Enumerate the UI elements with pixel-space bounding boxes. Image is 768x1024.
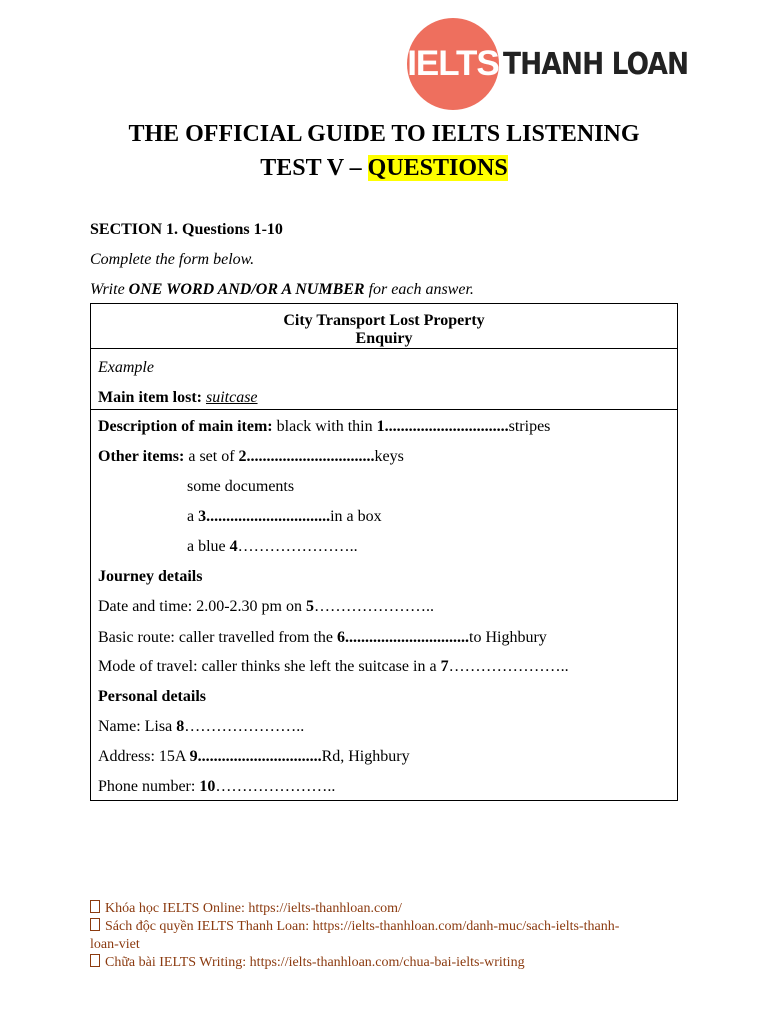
row-text-after: in a box — [330, 508, 382, 525]
answer-blank-4[interactable]: 4 — [229, 538, 238, 555]
section-heading: SECTION 1. Questions 1-10 — [90, 221, 283, 238]
row-label: Other items: — [98, 448, 185, 465]
form-row-route — [98, 628, 547, 648]
bullet-box-icon — [90, 918, 100, 931]
journey-details-heading: Journey details — [98, 568, 203, 585]
instruction-complete-form: Complete the form below. — [90, 251, 255, 268]
logo-ielts-text: IELTS — [407, 44, 499, 83]
form-example-block — [91, 350, 677, 410]
example-line — [98, 388, 258, 408]
answer-blank-8[interactable]: 8 — [176, 718, 185, 735]
answer-blank-10-dots[interactable]: ………………….. — [215, 778, 336, 795]
instruction-word-limit-bold: ONE WORD AND/OR A NUMBER — [128, 281, 365, 298]
answer-blank-4-dots[interactable]: ………………….. — [237, 538, 358, 555]
form-row-address — [98, 747, 410, 767]
form-row-travel-mode — [98, 657, 569, 677]
row-text: Basic route: caller travelled from the — [98, 629, 338, 646]
row-text: Phone number: — [98, 778, 200, 795]
footer-link-writing[interactable]: Chữa bài IELTS Writing: https://ielts-thanhloan.com/chua-bai-ielts-writing — [90, 954, 680, 972]
form-row-documents: some documents — [187, 478, 295, 495]
answer-blank-1[interactable]: 1............................... — [376, 418, 509, 435]
answer-blank-6[interactable]: 6............................... — [337, 629, 470, 646]
row-text: a — [187, 508, 199, 525]
form-row-description — [98, 417, 550, 437]
row-text: Address: 15A — [98, 748, 190, 765]
example-key: Main item lost: — [98, 389, 202, 406]
bullet-box-icon — [90, 900, 100, 913]
footer-link-books-cont[interactable]: loan-viet — [90, 937, 140, 952]
lost-property-form — [90, 303, 678, 801]
form-row-blue-item — [187, 537, 358, 557]
page-title-line2 — [0, 153, 768, 183]
form-row-box-item — [187, 507, 382, 527]
answer-blank-2[interactable]: 2................................ — [238, 448, 375, 465]
answer-blank-7-dots[interactable]: ………………….. — [448, 658, 569, 675]
personal-details-heading: Personal details — [98, 688, 206, 705]
answer-blank-5[interactable]: 5 — [305, 598, 314, 615]
footer-link-books[interactable]: Sách độc quyền IELTS Thanh Loan: https://ielts-thanhloan.com/danh-muc/sach-ielts-thanh- — [90, 918, 680, 936]
logo-brand-name: THANH LOAN — [503, 47, 689, 82]
footer-link-courses[interactable]: Khóa học IELTS Online: https://ielts-thanhloan.com/ — [90, 900, 680, 918]
row-text: a blue — [187, 538, 230, 555]
row-text-after: Rd, Highbury — [321, 748, 410, 765]
footer-links — [90, 900, 680, 972]
form-title-line2: Enquiry — [355, 330, 413, 347]
row-text-after: to Highbury — [469, 629, 547, 646]
row-text-after: keys — [374, 448, 404, 465]
page-title-line1: THE OFFICIAL GUIDE TO IELTS LISTENING — [128, 121, 640, 147]
form-row-name — [98, 717, 304, 737]
row-text: Date and time: 2.00-2.30 pm on — [98, 598, 306, 615]
answer-blank-9[interactable]: 9............................... — [189, 748, 322, 765]
row-text: black with thin — [272, 418, 377, 435]
form-row-other-items — [98, 447, 404, 467]
bullet-box-icon — [90, 954, 100, 967]
form-title-line1: City Transport Lost Property — [283, 312, 485, 329]
answer-blank-8-dots[interactable]: ………………….. — [184, 718, 305, 735]
form-row-date-time — [98, 597, 434, 617]
row-text: Name: Lisa — [98, 718, 177, 735]
instruction-word-limit-pre: Write — [90, 281, 129, 298]
example-value: suitcase — [205, 389, 258, 406]
title-prefix: TEST V – — [260, 155, 368, 181]
brand-logo — [407, 18, 687, 112]
instruction-word-limit-post: for each answer. — [364, 281, 474, 298]
answer-blank-7[interactable]: 7 — [440, 658, 449, 675]
answer-blank-3[interactable]: 3............................... — [198, 508, 331, 525]
answer-blank-5-dots[interactable]: ………………….. — [313, 598, 434, 615]
form-title — [91, 304, 677, 349]
row-text: Mode of travel: caller thinks she left the suitcase in a — [98, 658, 441, 675]
answer-blank-10[interactable]: 10 — [199, 778, 216, 795]
row-text-after: stripes — [508, 418, 551, 435]
form-row-phone — [98, 777, 335, 797]
row-label: Description of main item: — [98, 418, 273, 435]
row-text: a set of — [184, 448, 239, 465]
instruction-word-limit — [90, 280, 474, 300]
title-highlight: QUESTIONS — [367, 155, 508, 181]
example-label: Example — [98, 359, 154, 376]
